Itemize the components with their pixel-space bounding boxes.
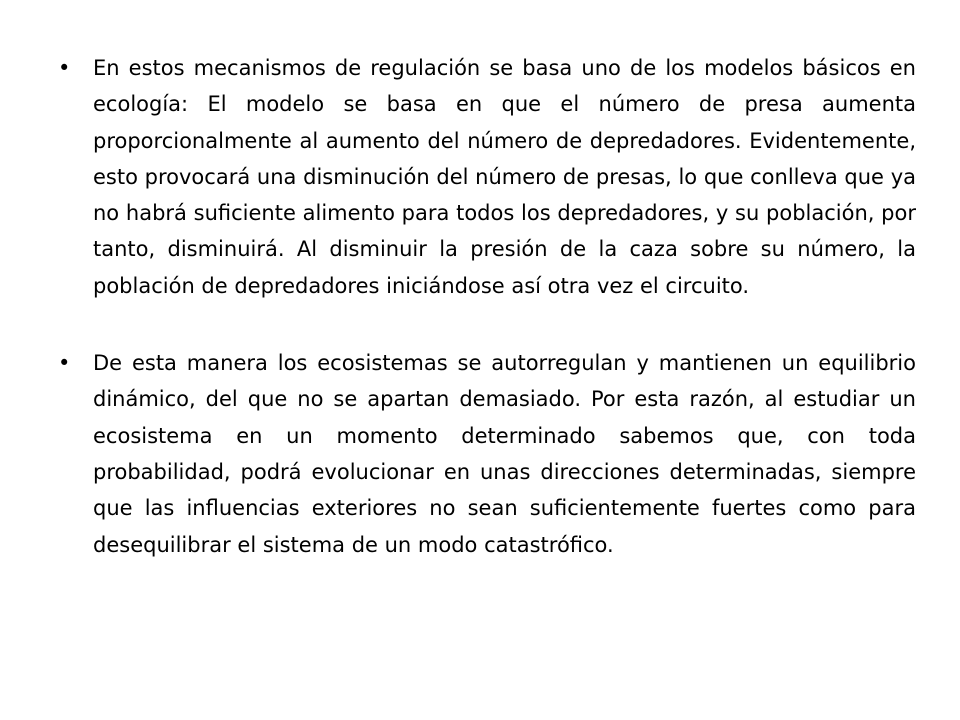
- bullet-text: En estos mecanismos de regulación se basa uno de los modelos básicos en ecología: El modelo se basa en que el número de presa aumenta proporcionalmente al aumento del número de depredadores. Evidentemente, esto provocará una disminución del número de presas, lo que conlleva que ya no habrá suficiente alimento para todos los depredadores, y su población, por tanto, disminuirá. Al disminuir la presión de la caza sobre su número, la población de depredadores iniciándose así otra vez el circuito.: [93, 56, 916, 298]
- bullet-point-icon: •: [58, 351, 71, 376]
- bullet-list: [58, 50, 916, 563]
- bullet-item-2: [58, 345, 916, 563]
- bullet-item-1: [58, 50, 916, 304]
- bullet-point-icon: •: [58, 56, 71, 80]
- bullet-text: De esta manera los ecosistemas se autorregulan y mantienen un equilibrio dinámico, del que no se apartan demasiado. Por esta razón, al estudiar un ecosistema en un momento determinado sabemos que, con toda probabilidad, podrá evolucionar en unas direcciones determinadas, siempre que las influencias exteriores no sean suficientemente fuertes como para desequilibrar el sistema de un modo catastrófico.: [93, 351, 916, 557]
